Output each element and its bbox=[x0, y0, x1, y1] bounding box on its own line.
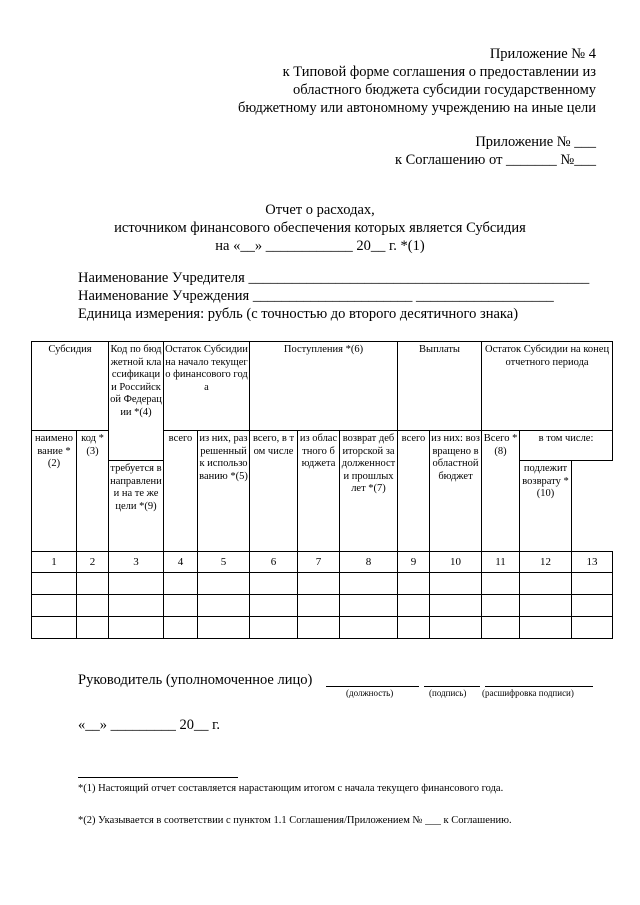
column-number: 8 bbox=[340, 552, 398, 573]
income-total-header: всего, в том числе bbox=[250, 431, 298, 552]
column-number: 7 bbox=[298, 552, 340, 573]
column-number: 4 bbox=[164, 552, 198, 573]
payments-total-header: всего bbox=[398, 431, 430, 552]
date-line: «__» _________ 20__ г. bbox=[78, 717, 221, 733]
footnote-2: *(2) Указывается в соответствии с пунктом 1.1 Соглашения/Приложением № ___ к Соглашению. bbox=[78, 815, 512, 826]
table-cell[interactable] bbox=[340, 617, 398, 639]
table-cell[interactable] bbox=[250, 573, 298, 595]
header-line: к Типовой форме соглашения о предоставлении из bbox=[282, 64, 596, 80]
table-cell[interactable] bbox=[298, 595, 340, 617]
table-cell[interactable] bbox=[164, 617, 198, 639]
title-line-1: Отчет о расходах, bbox=[265, 202, 375, 218]
subsidy-name-header: наименование *(2) bbox=[32, 431, 77, 552]
end-balance-header: Остаток Субсидии на конец отчетного периода bbox=[482, 342, 613, 431]
agreement-reference bbox=[395, 133, 596, 169]
decoding-line[interactable] bbox=[485, 686, 593, 687]
column-numbers-row bbox=[32, 552, 613, 573]
column-number: 2 bbox=[77, 552, 109, 573]
header-line: областного бюджета субсидии государственному bbox=[293, 82, 596, 98]
income-regional-header: из областного бюджета bbox=[298, 431, 340, 552]
table-cell[interactable] bbox=[398, 573, 430, 595]
header-row-1 bbox=[32, 342, 613, 431]
appendix-number-line: Приложение № ___ bbox=[475, 134, 596, 150]
decoding-caption: (расшифровка подписи) bbox=[482, 688, 574, 698]
payments-returned-header: из них: возвращено в областной бюджет bbox=[430, 431, 482, 552]
subsidy-code-header: код *(3) bbox=[77, 431, 109, 552]
end-including-header: в том числе: bbox=[520, 431, 613, 461]
end-to-return-header: подлежит возврату *(10) bbox=[520, 461, 572, 552]
table-cell[interactable] bbox=[430, 573, 482, 595]
column-number: 1 bbox=[32, 552, 77, 573]
data-row bbox=[32, 573, 613, 595]
report-table bbox=[31, 341, 613, 639]
column-number: 10 bbox=[430, 552, 482, 573]
position-line[interactable] bbox=[326, 686, 419, 687]
column-number: 12 bbox=[520, 552, 572, 573]
subsidy-header: Субсидия bbox=[32, 342, 109, 431]
payments-header: Выплаты bbox=[398, 342, 482, 431]
table-cell[interactable] bbox=[398, 595, 430, 617]
column-number: 9 bbox=[398, 552, 430, 573]
table-cell[interactable] bbox=[164, 595, 198, 617]
table-cell[interactable] bbox=[572, 595, 613, 617]
signature-caption: (подпись) bbox=[429, 688, 467, 698]
founder-line: Наименование Учредителя _______________________________________________ bbox=[78, 270, 590, 286]
table-cell[interactable] bbox=[109, 573, 164, 595]
column-number: 5 bbox=[198, 552, 250, 573]
table-cell[interactable] bbox=[198, 617, 250, 639]
start-balance-header: Остаток Субсидии на начало текущего финансового года bbox=[164, 342, 250, 431]
table-cell[interactable] bbox=[520, 595, 572, 617]
end-total-header: Всего *(8) bbox=[482, 431, 520, 552]
table-cell[interactable] bbox=[198, 573, 250, 595]
footnote-1: *(1) Настоящий отчет составляется нарастающим итогом с начала текущего финансового года. bbox=[78, 783, 504, 794]
table-cell[interactable] bbox=[298, 573, 340, 595]
table-cell[interactable] bbox=[482, 573, 520, 595]
table-cell[interactable] bbox=[109, 617, 164, 639]
table-cell[interactable] bbox=[482, 595, 520, 617]
column-number: 3 bbox=[109, 552, 164, 573]
unit-line: Единица измерения: рубль (с точностью до второго десятичного знака) bbox=[78, 306, 519, 322]
table-cell[interactable] bbox=[340, 573, 398, 595]
title-line-2: источником финансового обеспечения которых является Субсидия bbox=[114, 220, 526, 236]
table-cell[interactable] bbox=[298, 617, 340, 639]
end-required-header: требуется в направлении на те же цели *(9) bbox=[109, 461, 164, 552]
table-cell[interactable] bbox=[32, 617, 77, 639]
table-cell[interactable] bbox=[77, 573, 109, 595]
appendix-header bbox=[238, 45, 596, 117]
table-cell[interactable] bbox=[572, 573, 613, 595]
footnote-separator bbox=[78, 777, 238, 778]
table-cell[interactable] bbox=[250, 617, 298, 639]
institution-line: Наименование Учреждения ______________________ ___________________ bbox=[78, 288, 554, 304]
table-cell[interactable] bbox=[198, 595, 250, 617]
title-line-3: на «__» ____________ 20__ г. *(1) bbox=[215, 238, 425, 254]
header-line: Приложение № 4 bbox=[489, 46, 596, 62]
table-cell[interactable] bbox=[520, 573, 572, 595]
table-cell[interactable] bbox=[340, 595, 398, 617]
table-cell[interactable] bbox=[572, 617, 613, 639]
income-header: Поступления *(6) bbox=[250, 342, 398, 431]
table-cell[interactable] bbox=[430, 617, 482, 639]
table-cell[interactable] bbox=[164, 573, 198, 595]
data-row bbox=[32, 617, 613, 639]
table-cell[interactable] bbox=[398, 617, 430, 639]
table-cell[interactable] bbox=[109, 595, 164, 617]
income-return-header: возврат дебиторской задолженности прошлых лет *(7) bbox=[340, 431, 398, 552]
agreement-line: к Соглашению от _______ №___ bbox=[394, 152, 596, 168]
header-line: бюджетному или автономному учреждению на иные цели bbox=[238, 100, 596, 116]
table-cell[interactable] bbox=[32, 595, 77, 617]
signature-line[interactable] bbox=[424, 686, 480, 687]
column-number: 13 bbox=[572, 552, 613, 573]
signature-label: Руководитель (уполномоченное лицо) bbox=[78, 672, 313, 688]
table-cell[interactable] bbox=[77, 617, 109, 639]
table-cell[interactable] bbox=[482, 617, 520, 639]
start-allowed-header: из них, разрешенный к использованию *(5) bbox=[198, 431, 250, 552]
table-cell[interactable] bbox=[32, 573, 77, 595]
table-cell[interactable] bbox=[520, 617, 572, 639]
report-title bbox=[0, 201, 640, 255]
column-number: 11 bbox=[482, 552, 520, 573]
table-cell[interactable] bbox=[77, 595, 109, 617]
table-cell[interactable] bbox=[250, 595, 298, 617]
column-number: 6 bbox=[250, 552, 298, 573]
position-caption: (должность) bbox=[346, 688, 394, 698]
budget-code-header: Код по бюджетной классификации Российской Федерации *(4) bbox=[109, 342, 164, 461]
data-row bbox=[32, 595, 613, 617]
start-total-header: всего bbox=[164, 431, 198, 552]
table-cell[interactable] bbox=[430, 595, 482, 617]
